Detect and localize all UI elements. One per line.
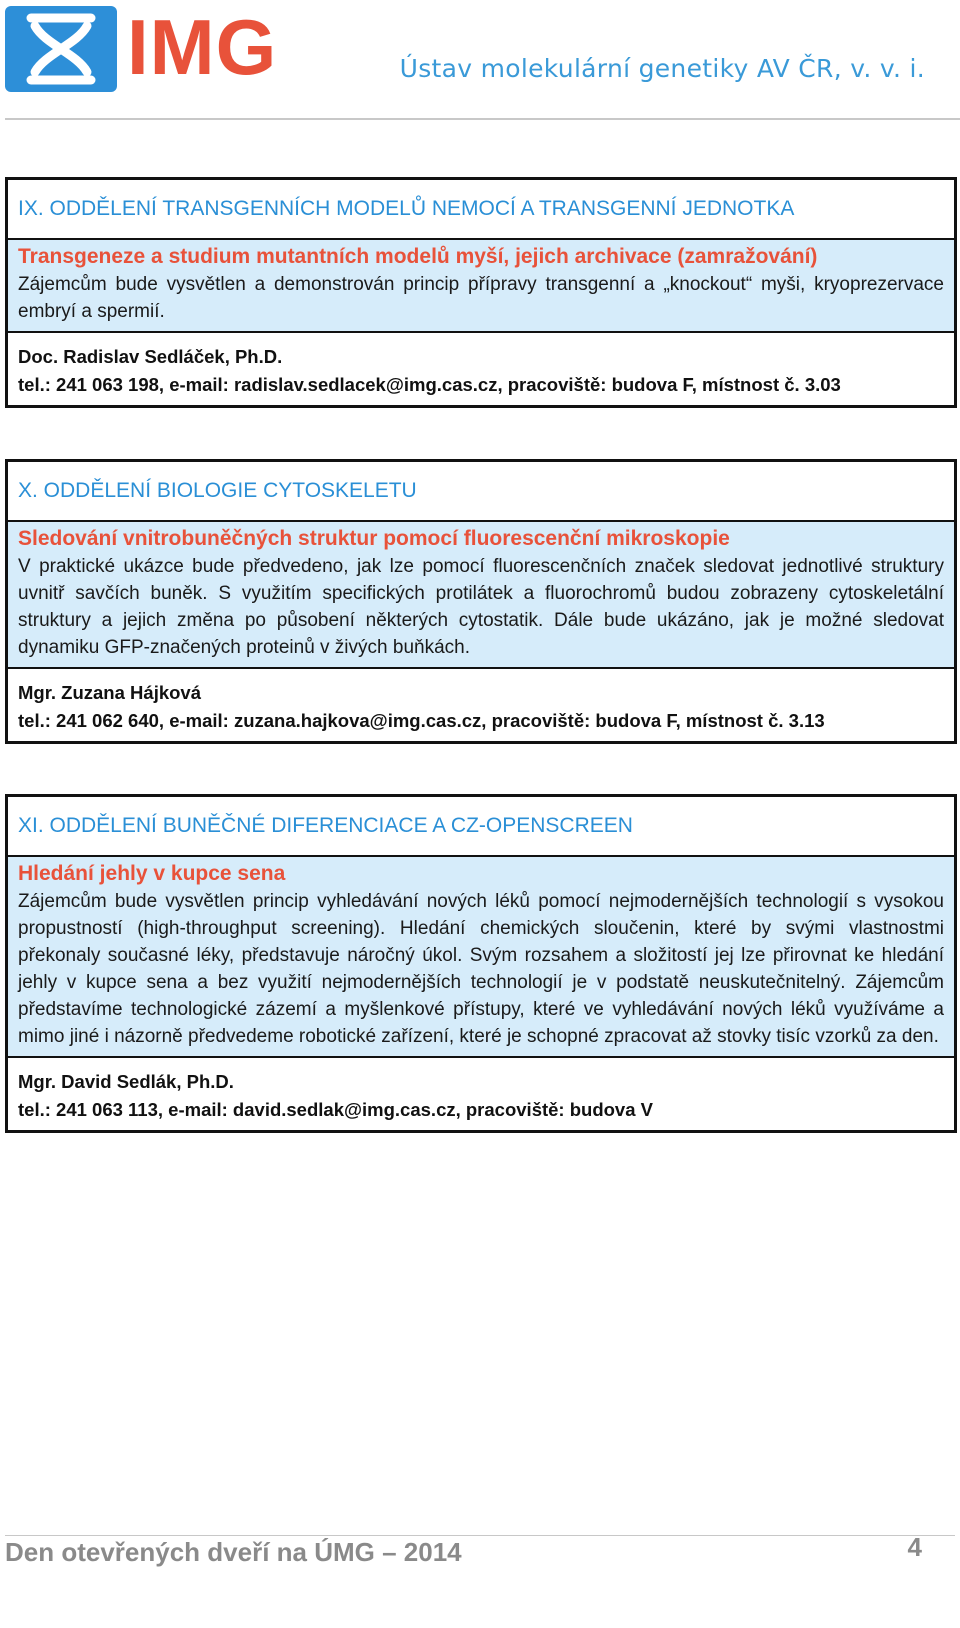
section-title: IX. ODDĚLENÍ TRANSGENNÍCH MODELŮ NEMOCÍ A TRANSGENNÍ JEDNOTKA (8, 180, 954, 240)
section-title: X. ODDĚLENÍ BIOLOGIE CYTOSKELETU (8, 462, 954, 522)
section-xi (5, 794, 957, 1133)
section-contact (8, 1058, 954, 1130)
section-text: V praktické ukázce bude předvedeno, jak lze pomocí fluorescenčních značek sledovat jednotlivé struktury uvnitř savčích buněk. S využitím specifických protilátek a fluorochromů budou zobrazeny cytoskeletální struktury a jejich změna po působení některých cytostatik. Dále bude ukázáno, jak je možné sledovat dynamiku GFP-značených proteinů v živých buňkách. (18, 556, 944, 658)
section-title: XI. ODDĚLENÍ BUNĚČNÉ DIFERENCIACE A CZ-OPENSCREEN (8, 797, 954, 857)
section-contact (8, 669, 954, 741)
contact-info: tel.: 241 063 113, e-mail: david.sedlak@img.cas.cz, pracoviště: budova V (18, 1099, 653, 1120)
contact-name: Doc. Radislav Sedláček, Ph.D. (18, 346, 283, 367)
section-text: Zájemcům bude vysvětlen a demonstrován princip přípravy transgenní a „knockout“ myši, kryoprezervace embryí a spermií. (18, 274, 944, 322)
contact-name: Mgr. Zuzana Hájková (18, 682, 201, 703)
institute-name: Ústav molekulární genetiky AV ČR, v. v. i. (399, 54, 925, 83)
section-description (8, 522, 954, 669)
contact-info: tel.: 241 062 640, e-mail: zuzana.hajkova@img.cas.cz, pracoviště: budova F, místnost č. 3.13 (18, 710, 825, 731)
section-contact (8, 333, 954, 405)
page-number: 4 (907, 1532, 922, 1562)
section-description (8, 240, 954, 333)
footer-divider (5, 1535, 955, 1536)
logo-wordmark: IMG (127, 3, 278, 91)
section-description (8, 857, 954, 1058)
section-ix (5, 177, 957, 408)
contact-info: tel.: 241 063 198, e-mail: radislav.sedlacek@img.cas.cz, pracoviště: budova F, místnost č. 3.03 (18, 374, 841, 395)
page-header (0, 0, 960, 120)
header-divider (5, 118, 960, 120)
section-subtitle: Sledování vnitrobuněčných struktur pomocí fluorescenční mikroskopie (18, 527, 730, 550)
section-text: Zájemcům bude vysvětlen princip vyhledávání nových léků pomocí nejmodernějších technologií s vysokou propustností (high-throughput screening). Hledání chemických sloučenin, které by svými vlastnostmi překonaly současné léky, představuje náročný úkol. Svým rozsahem a složitostí jej lze přirovnat ke hledání jehly v kupce sena a bez využití nejmodernějších technologií je v podstatě neuskutečnitelný. Zájemcům představíme technologické zázemí a myšlenkové přístupy, které ve vyhledávání nových léků využíváme a mimo jiné i názorně předvedeme robotické zařízení, které je schopné zpracovat až stovky tisíc vzorků za den. (18, 891, 944, 1047)
footer-text: Den otevřených dveří na ÚMG – 2014 (5, 1537, 462, 1567)
dna-logo-icon (5, 6, 117, 92)
section-x (5, 459, 957, 744)
contact-name: Mgr. David Sedlák, Ph.D. (18, 1071, 234, 1092)
section-subtitle: Transgeneze a studium mutantních modelů myší, jejich archivace (zamražování) (18, 245, 818, 268)
section-subtitle: Hledání jehly v kupce sena (18, 862, 286, 885)
